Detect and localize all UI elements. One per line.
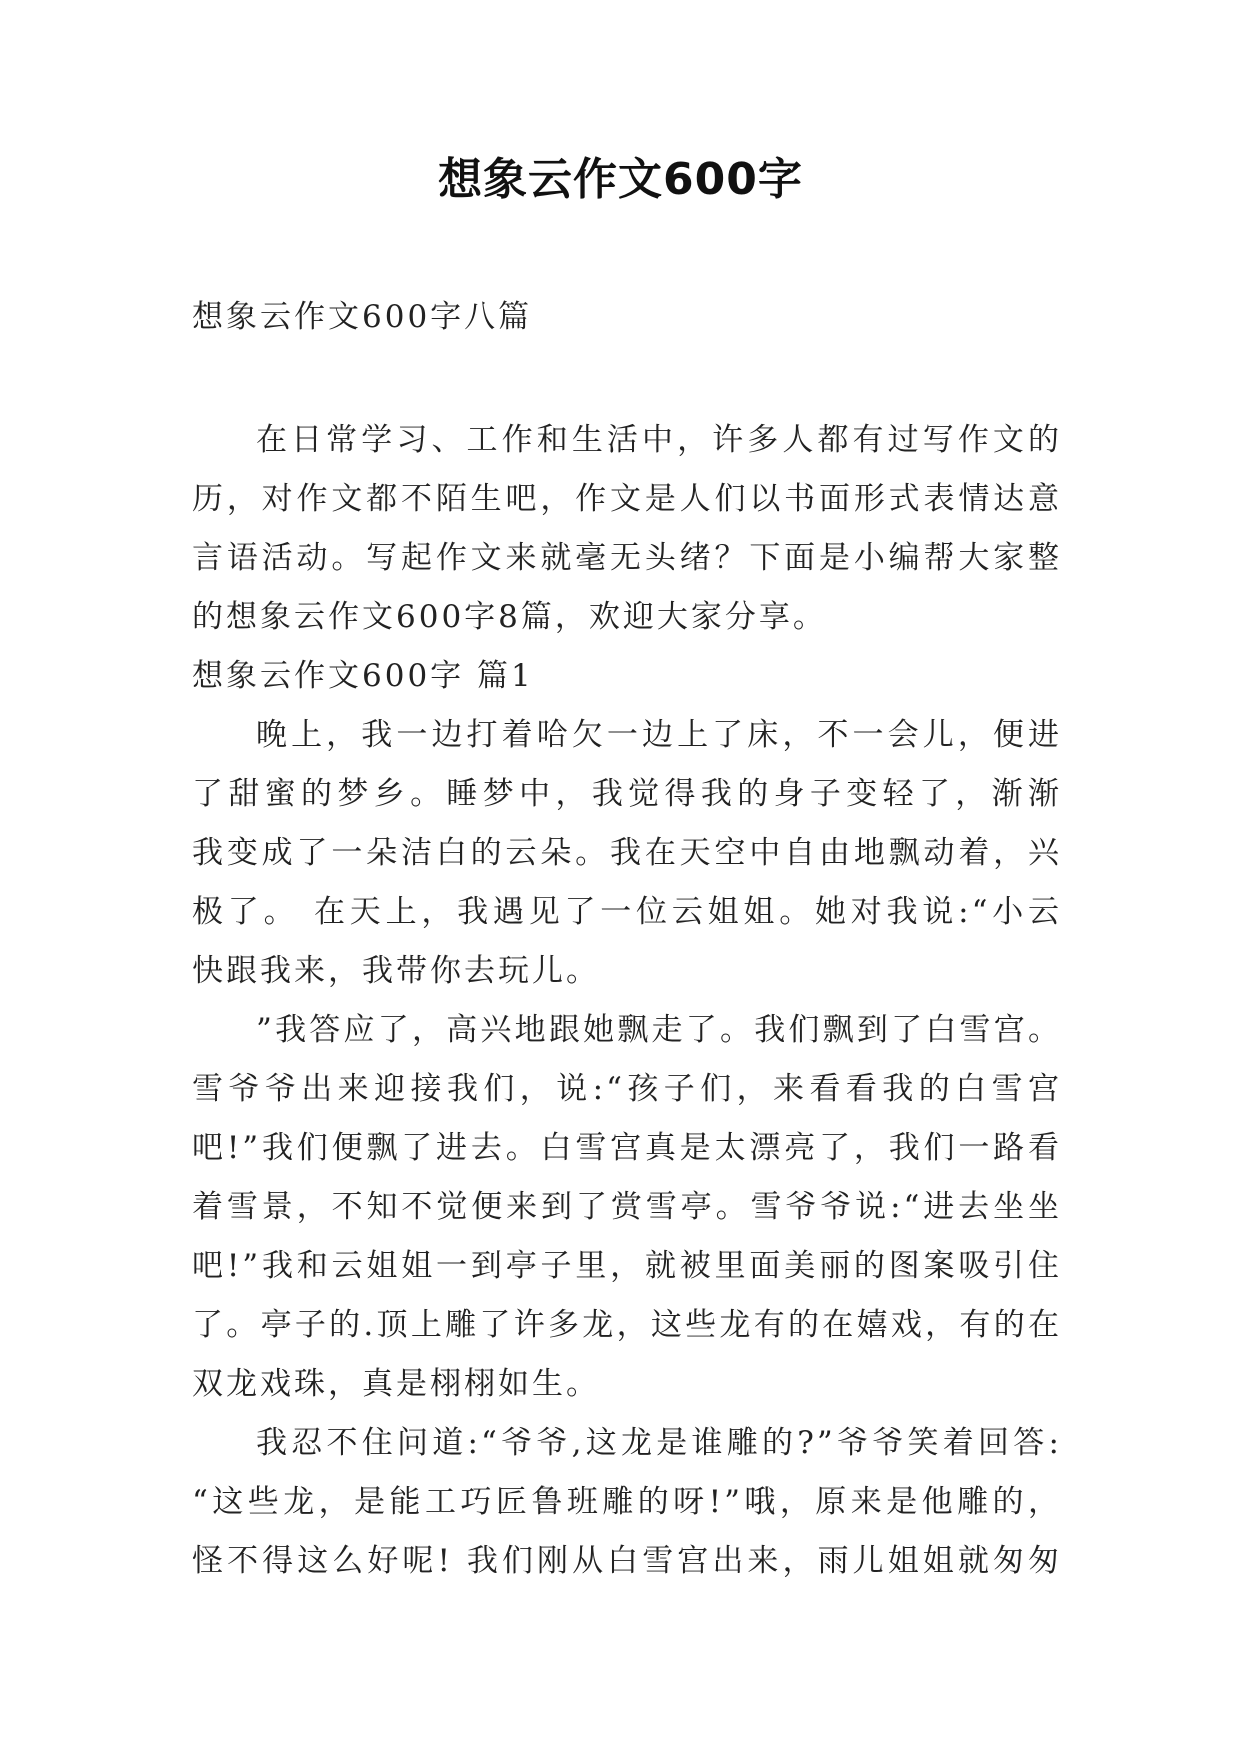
text-line: 着雪景，不知不觉便来到了赏雪亭。雪爷爷说:“进去坐坐 [192, 1189, 1062, 1225]
text-line: 双龙戏珠，真是栩栩如生。 [192, 1366, 600, 1402]
text-line: 历，对作文都不陌生吧，作文是人们以书面形式表情达意 [192, 481, 1062, 517]
text-line: 怪不得这么好呢! 我们刚从白雪宫出来，雨儿姐姐就匆匆 [192, 1543, 1062, 1579]
text-line: 晚上，我一边打着哈欠一边上了床，不一会儿，便进 [256, 717, 1062, 753]
text-line: 快跟我来，我带你去玩儿。 [192, 953, 600, 989]
document-body [192, 288, 1062, 1591]
text-line: 了甜蜜的梦乡。睡梦中，我觉得我的身子变轻了，渐渐 [192, 776, 1062, 812]
text-line: ”我答应了，高兴地跟她飘走了。我们飘到了白雪宫。 [256, 1012, 1062, 1048]
document-subtitle: 想象云作文600字八篇 [192, 299, 533, 335]
text-line: 我忍不住问道:“爷爷,这龙是谁雕的?”爷爷笑着回答: [256, 1425, 1062, 1461]
text-line: 吧!”我们便飘了进去。白雪宫真是太漂亮了，我们一路看 [192, 1130, 1062, 1166]
text-line: 了。亭子的.顶上雕了许多龙，这些龙有的在嬉戏，有的在 [192, 1307, 1062, 1343]
page-title: 想象云作文600字 [438, 154, 803, 205]
text-line: 极了。 在天上，我遇见了一位云姐姐。她对我说:“小云 [192, 894, 1062, 930]
text-line: 在日常学习、工作和生活中，许多人都有过写作文的 [256, 422, 1062, 458]
section-heading: 想象云作文600字 篇1 [192, 658, 534, 694]
text-line: 我变成了一朵洁白的云朵。我在天空中自由地飘动着，兴 [192, 835, 1062, 871]
text-line: 雪爷爷出来迎接我们，说:“孩子们，来看看我的白雪宫 [192, 1071, 1062, 1107]
text-line: 言语活动。写起作文来就毫无头绪？下面是小编帮大家整 [192, 540, 1062, 576]
text-line: 吧!”我和云姐姐一到亭子里，就被里面美丽的图案吸引住 [192, 1248, 1062, 1284]
text-line: “这些龙，是能工巧匠鲁班雕的呀!”哦，原来是他雕的， [192, 1484, 1062, 1520]
text-line: 的想象云作文600字8篇，欢迎大家分享。 [192, 599, 827, 635]
